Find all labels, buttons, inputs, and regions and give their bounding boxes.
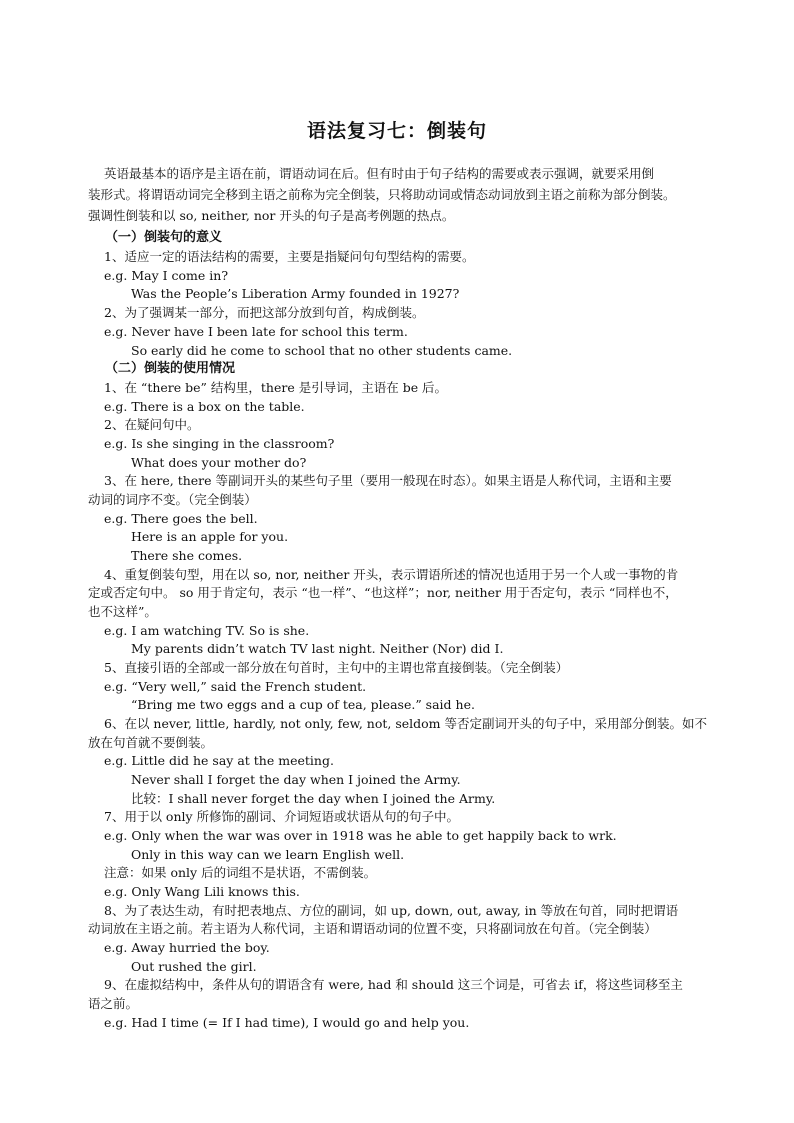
rule-line: 9、在虚拟结构中，条件从句的谓语含有 were, had 和 should 这三个词是，可省去 if，将这些词移至主: [104, 977, 683, 992]
section-heading: （一）倒装句的意义: [105, 230, 223, 245]
rule-line: 定或否定句中。 so 用于肯定句，表示 “也一样”、“也这样”；nor, neither 用于否定句，表示 “同样也不，: [88, 585, 678, 600]
rule-line: 1、适应一定的语法结构的需要，主要是指疑问句句型结构的需要。: [104, 249, 475, 264]
example-line: e.g. Away hurried the boy.: [104, 940, 270, 955]
example-line: Here is an apple for you.: [131, 529, 289, 544]
intro-line: 英语最基本的语序是主语在前，谓语动词在后。但有时由于句子结构的需要或表示强调，就要采用倒: [104, 166, 655, 181]
example-line: e.g. May I come in?: [104, 268, 229, 283]
example-line: Only in this way can we learn English well.: [131, 847, 405, 862]
example-line: e.g. Had I time (= If I had time), I would go and help you.: [104, 1015, 470, 1030]
section-heading: （二）倒装的使用情况: [105, 361, 236, 376]
example-line: What does your mother do?: [131, 455, 307, 470]
example-line: e.g. Little did he say at the meeting.: [104, 753, 334, 768]
rule-line: 也不这样”。: [88, 604, 157, 619]
rule-line: 4、重复倒装句型，用在以 so, nor, neither 开头，表示谓语所述的情况也适用于另一个人或一事物的肯: [104, 567, 679, 582]
rule-line: 语之前。: [88, 996, 139, 1011]
example-line: e.g. Never have I been late for school this term.: [104, 324, 408, 339]
example-line: e.g. There is a box on the table.: [104, 399, 305, 414]
example-line: Out rushed the girl.: [131, 959, 257, 974]
example-line: There she comes.: [131, 548, 243, 563]
note-line: 注意：如果 only 后的词组不是状语，不需倒装。: [104, 865, 377, 880]
rule-line: 3、在 here, there 等副词开头的某些句子里（要用一般现在时态）。如果主语是人称代词，主语和主要: [104, 473, 672, 488]
rule-line: 动词的词序不变。（完全倒装）: [88, 492, 257, 507]
comparison-line: 比较：I shall never forget the day when I joined the Army.: [131, 791, 496, 806]
example-line: Never shall I forget the day when I joined the Army.: [131, 772, 461, 787]
example-line: e.g. I am watching TV. So is she.: [104, 623, 310, 638]
rule-line: 5、直接引语的全部或一部分放在句首时，主句中的主谓也常直接倒装。（完全倒装）: [104, 660, 569, 675]
example-line: So early did he come to school that no other students came.: [131, 343, 513, 358]
rule-line: 8、为了表达生动，有时把表地点、方位的副词，如 up, down, out, away, in 等放在句首，同时把谓语: [104, 903, 679, 918]
example-line: e.g. “Very well,” said the French student.: [104, 679, 367, 694]
example-line: e.g. There goes the bell.: [104, 511, 258, 526]
rule-line: 1、在 “there be” 结构里，there 是引导词，主语在 be 后。: [104, 380, 448, 395]
rule-line: 6、在以 never, little, hardly, not only, few, not, seldom 等否定副词开头的句子中，采用部分倒装。如不: [104, 716, 707, 731]
page-title: 语法复习七：倒装句: [306, 120, 487, 142]
rule-line: 7、用于以 only 所修饰的副词、介词短语或状语从句的句子中。: [104, 809, 460, 824]
example-line: Was the People’s Liberation Army founded in 1927?: [131, 286, 460, 301]
example-line: e.g. Only when the war was over in 1918 was he able to get happily back to wrk.: [104, 828, 617, 843]
example-line: “Bring me two eggs and a cup of tea, please.” said he.: [131, 697, 475, 712]
example-line: My parents didn’t watch TV last night. Neither (Nor) did I.: [131, 641, 504, 656]
rule-line: 2、在疑问句中。: [104, 417, 200, 432]
rule-line: 放在句首就不要倒装。: [88, 735, 214, 750]
example-line: e.g. Is she singing in the classroom?: [104, 436, 335, 451]
intro-line: 强调性倒装和以 so, neither, nor 开头的句子是高考例题的热点。: [88, 208, 455, 223]
rule-line: 2、为了强调某一部分，而把这部分放到句首，构成倒装。: [104, 305, 425, 320]
rule-line: 动词放在主语之前。若主语为人称代词，主语和谓语动词的位置不变，只将副词放在句首。（完全倒装）: [88, 921, 657, 936]
intro-line: 装形式。将谓语动词完全移到主语之前称为完全倒装，只将助动词或情态动词放到主语之前称为部分倒装。: [88, 187, 676, 202]
example-line: e.g. Only Wang Lili knows this.: [104, 884, 300, 899]
